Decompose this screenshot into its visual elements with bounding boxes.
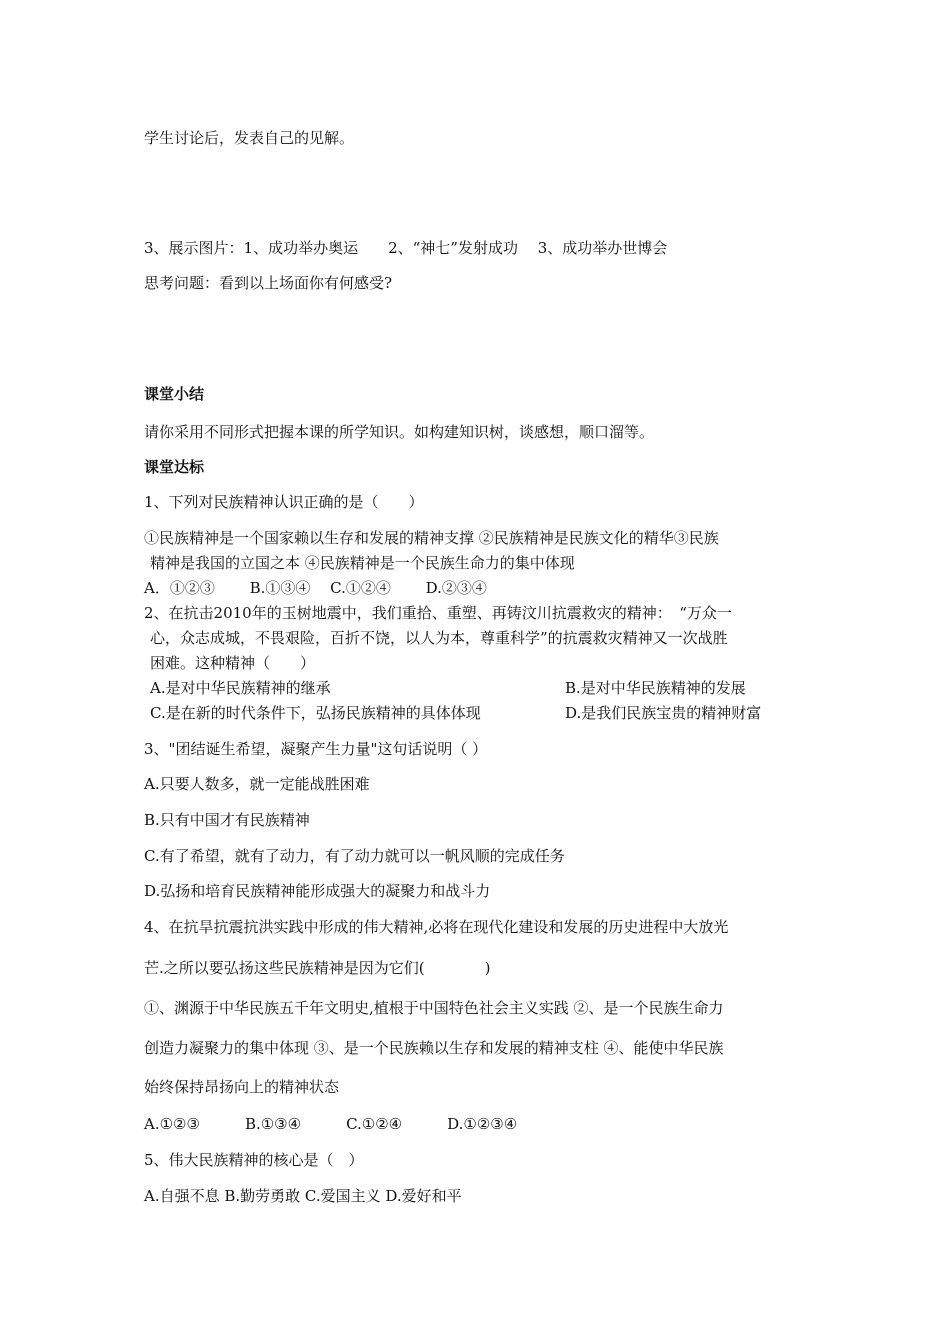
q4-line1: 4、在抗旱抗震抗洪实践中形成的伟大精神,必将在现代化建设和发展的历史进程中大放光 [144,918,729,936]
q1-stem: 1、下列对民族精神认识正确的是（ ） [144,493,424,511]
q4-line5: 始终保持昂扬向上的精神状态 [144,1078,340,1096]
summary-text: 请你采用不同形式把握本课的所学知识。如构建知识树，谈感想，顺口溜等。 [144,423,655,441]
q3-option-c: C.有了希望，就有了动力，有了动力就可以一帆风顺的完成任务 [144,847,565,865]
q2-line2: 心，众志成城，不畏艰险，百折不饶，以人为本，尊重科学”的抗震救灾精神又一次战胜 [150,629,728,647]
q2-option-c: C.是在新的时代条件下，弘扬民族精神的具体体现 [150,704,481,722]
q4-options: A.①②③ B.①③④ C.①②④ D.①②③④ [144,1115,518,1133]
q1-options: A．①②③ B.①③④ C.①②④ D.②③④ [144,579,487,597]
think-question: 思考问题：看到以上场面你有何感受? [144,274,393,292]
q2-option-a: A.是对中华民族精神的继承 [150,679,331,697]
q3-option-d: D.弘扬和培育民族精神能形成强大的凝聚力和战斗力 [144,882,491,900]
q3-option-a: A.只要人数多，就一定能战胜困难 [144,775,370,793]
summary-heading: 课堂小结 [144,385,205,403]
q2-line1: 2、在抗击2010年的玉树地震中，我们重拾、重塑、再铸汶川抗震救灾的精神： “万众一 [144,604,732,622]
q4-line4: 创造力凝聚力的集中体现 ③、是一个民族赖以生存和发展的精神支柱 ④、能使中华民族 [144,1039,724,1057]
q5-options: A.自强不息 B.勤劳勇敢 C.爱国主义 D.爱好和平 [144,1187,462,1205]
activity-3: 3、展示图片：1、成功举办奥运 2、“神七”发射成功 3、成功举办世博会 [144,239,668,257]
q2-line3: 困难。这种精神（ ） [150,654,316,672]
q1-line2: 精神是我国的立国之本 ④民族精神是一个民族生命力的集中体现 [150,554,575,572]
q3-stem: 3、"团结诞生希望，凝聚产生力量"这句话说明（ ） [144,740,488,758]
q5-stem: 5、伟大民族精神的核心是（ ） [144,1151,364,1169]
q2-option-b: B.是对中华民族精神的发展 [565,679,746,697]
q4-line3: ①、渊源于中华民族五千年文明史,植根于中国特色社会主义实践 ②、是一个民族生命力 [144,999,724,1017]
q3-option-b: B.只有中国才有民族精神 [144,811,310,829]
q2-option-d: D.是我们民族宝贵的精神财富 [565,704,762,722]
q1-line1: ①民族精神是一个国家赖以生存和发展的精神支撑 ②民族精神是民族文化的精华③民族 [144,529,719,547]
practice-heading: 课堂达标 [144,458,205,476]
q4-line2: 芒.之所以要弘扬这些民族精神是因为它们( ) [144,959,491,977]
intro-text: 学生讨论后，发表自己的见解。 [144,129,355,147]
